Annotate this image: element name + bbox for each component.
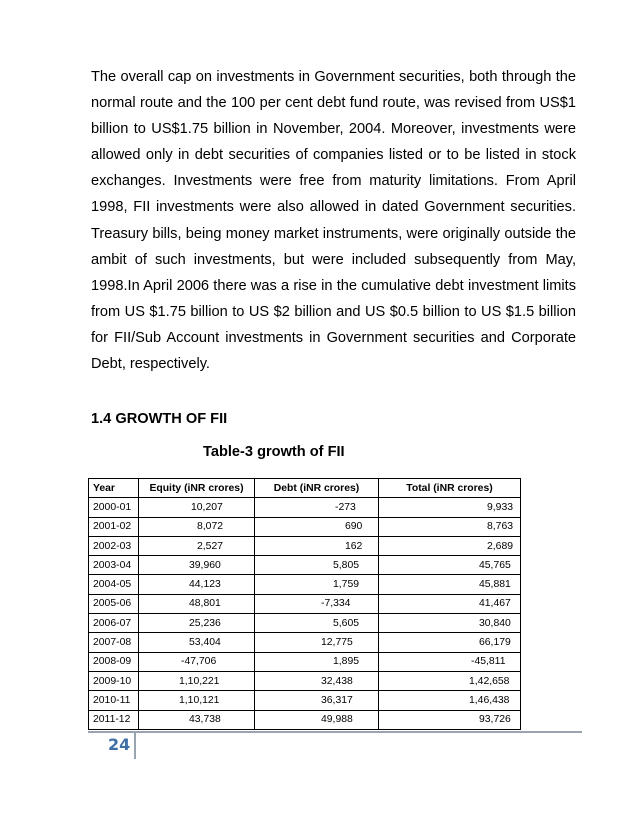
cell-equity: 10,207 xyxy=(139,498,255,517)
paragraph-line: allowed only in debt securities of companies listed or to be listed in stock xyxy=(91,147,576,164)
cell-year: 2008-09 xyxy=(89,652,139,671)
cell-total: 41,467 xyxy=(379,594,521,613)
header-debt: Debt (iNR crores) xyxy=(255,479,379,498)
cell-equity: 39,960 xyxy=(139,556,255,575)
paragraph-line: 1998, FII investments were also allowed in dated Government securities. xyxy=(91,199,576,216)
table-row xyxy=(89,594,521,613)
cell-equity: 44,123 xyxy=(139,575,255,594)
cell-year: 2010-11 xyxy=(89,691,139,710)
cell-equity: 1,10,121 xyxy=(139,691,255,710)
table-row xyxy=(89,710,521,729)
footer-rule xyxy=(88,731,582,733)
cell-year: 2005-06 xyxy=(89,594,139,613)
cell-debt: 12,775 xyxy=(255,633,379,652)
cell-total: 30,840 xyxy=(379,614,521,633)
cell-debt: -7,334 xyxy=(255,594,379,613)
header-year: Year xyxy=(89,479,139,498)
paragraph-line: from US $1.75 billion to US $2 billion and US $0.5 billion to US $1.5 billion xyxy=(91,303,576,320)
cell-debt: 5,605 xyxy=(255,614,379,633)
cell-year: 2002-03 xyxy=(89,536,139,555)
cell-debt: 162 xyxy=(255,536,379,555)
paragraph-line: for FII/Sub Account investments in Government securities and Corporate xyxy=(91,329,576,346)
cell-debt: 49,988 xyxy=(255,710,379,729)
page-number-divider xyxy=(134,733,136,759)
cell-total: 2,689 xyxy=(379,536,521,555)
cell-year: 2011-12 xyxy=(89,710,139,729)
table-row xyxy=(89,575,521,594)
table-row xyxy=(89,652,521,671)
cell-total: -45,811 xyxy=(379,652,521,671)
cell-total: 93,726 xyxy=(379,710,521,729)
cell-debt: -273 xyxy=(255,498,379,517)
cell-debt: 36,317 xyxy=(255,691,379,710)
paragraph-line: Treasury bills, being money market instruments, were originally outside the xyxy=(91,225,576,242)
paragraph-line: The overall cap on investments in Government securities, both through the xyxy=(91,69,576,85)
cell-debt: 1,895 xyxy=(255,652,379,671)
cell-equity: 43,738 xyxy=(139,710,255,729)
paragraph-line: Debt, respectively. xyxy=(91,356,210,373)
cell-year: 2003-04 xyxy=(89,556,139,575)
table-row xyxy=(89,517,521,536)
table-caption: Table-3 growth of FII xyxy=(203,444,345,460)
table-row xyxy=(89,614,521,633)
paragraph-line: normal route and the 100 per cent debt fund route, was revised from US$1 xyxy=(91,95,576,112)
cell-year: 2009-10 xyxy=(89,671,139,690)
cell-equity: 8,072 xyxy=(139,517,255,536)
cell-total: 1,42,658 xyxy=(379,671,521,690)
table-row xyxy=(89,556,521,575)
paragraph-line: ambit of such investments, but were included subsequently from May, xyxy=(91,251,576,268)
table-row xyxy=(89,691,521,710)
header-total: Total (iNR crores) xyxy=(379,479,521,498)
cell-debt: 1,759 xyxy=(255,575,379,594)
cell-total: 9,933 xyxy=(379,498,521,517)
cell-year: 2000-01 xyxy=(89,498,139,517)
paragraph-line: 1998.In April 2006 there was a rise in the cumulative debt investment limits xyxy=(91,277,576,294)
cell-year: 2004-05 xyxy=(89,575,139,594)
cell-equity: -47,706 xyxy=(139,652,255,671)
table-row xyxy=(89,498,521,517)
fii-growth-table xyxy=(88,478,521,730)
cell-year: 2006-07 xyxy=(89,614,139,633)
cell-debt: 690 xyxy=(255,517,379,536)
body-paragraph xyxy=(91,64,576,377)
cell-equity: 1,10,221 xyxy=(139,671,255,690)
cell-total: 45,881 xyxy=(379,575,521,594)
cell-debt: 32,438 xyxy=(255,671,379,690)
table-row xyxy=(89,633,521,652)
section-heading: 1.4 GROWTH OF FII xyxy=(91,411,228,427)
table-body xyxy=(89,498,521,730)
cell-total: 45,765 xyxy=(379,556,521,575)
cell-debt: 5,805 xyxy=(255,556,379,575)
paragraph-line: billion to US$1.75 billion in November, 2004. Moreover, investments were xyxy=(91,121,576,138)
cell-equity: 48,801 xyxy=(139,594,255,613)
cell-equity: 25,236 xyxy=(139,614,255,633)
cell-year: 2007-08 xyxy=(89,633,139,652)
cell-equity: 53,404 xyxy=(139,633,255,652)
header-equity: Equity (iNR crores) xyxy=(139,479,255,498)
paragraph-line: exchanges. Investments were free from maturity limitations. From April xyxy=(91,173,576,190)
cell-total: 1,46,438 xyxy=(379,691,521,710)
table-row xyxy=(89,671,521,690)
cell-equity: 2,527 xyxy=(139,536,255,555)
cell-total: 66,179 xyxy=(379,633,521,652)
page-number: 24 xyxy=(108,735,131,754)
table-row xyxy=(89,536,521,555)
cell-year: 2001-02 xyxy=(89,517,139,536)
table-header-row xyxy=(89,479,521,498)
cell-total: 8,763 xyxy=(379,517,521,536)
